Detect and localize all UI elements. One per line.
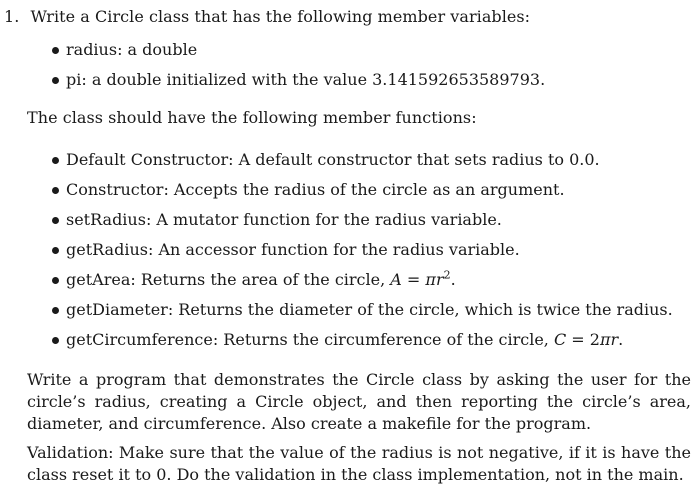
functions-intro: The class should have the following member functions:: [27, 108, 477, 127]
member-variable-pi: pi: a double initialized with the value 3.141592653589793.: [66, 70, 546, 89]
function-get-radius: getRadius: An accessor function for the radius variable.: [66, 240, 520, 259]
bullet-icon: [52, 307, 59, 314]
function-get-area: [66, 270, 456, 290]
function-default-constructor: Default Constructor: A default constructor that sets radius to 0.0.: [66, 150, 600, 169]
pi-symbol: π: [425, 270, 436, 289]
bullet-icon: [52, 187, 59, 194]
area-period: .: [450, 270, 456, 289]
function-get-diameter: getDiameter: Returns the diameter of the circle, which is twice the radius.: [66, 300, 673, 319]
validation-paragraph: [27, 442, 691, 486]
question-number: 1.: [4, 7, 20, 26]
validation-paragraph-text: Validation: Make sure that the value of the radius is not negative, if it is have the class reset it to 0. Do the validation in the class implementation, not in the main.: [27, 443, 691, 484]
circumference-equals: = 2: [566, 330, 600, 349]
function-set-radius: setRadius: A mutator function for the radius variable.: [66, 210, 502, 229]
exponent: 2: [443, 268, 451, 282]
get-circumference-text: getCircumference: Returns the circumference of the circle,: [66, 330, 554, 349]
function-constructor: Constructor: Accepts the radius of the circle as an argument.: [66, 180, 565, 199]
bullet-icon: [52, 77, 59, 84]
circumference-period: .: [618, 330, 624, 349]
area-equals: =: [401, 270, 426, 289]
member-variable-radius: radius: a double: [66, 40, 198, 59]
bullet-icon: [52, 157, 59, 164]
question-header: [4, 7, 530, 27]
bullet-icon: [52, 217, 59, 224]
bullet-icon: [52, 47, 59, 54]
program-paragraph-text: Write a program that demonstrates the Circle class by asking the user for the circle’s radius, creating a Circle object, and then reporting the circle’s area, diameter, and circumference. Also create a makefile for the program.: [27, 370, 691, 433]
function-get-circumference: [66, 330, 623, 350]
program-paragraph: [27, 369, 691, 435]
radius-symbol: r: [435, 270, 444, 289]
get-area-text: getArea: Returns the area of the circle,: [66, 270, 391, 289]
area-symbol: A: [390, 270, 402, 289]
bullet-icon: [52, 277, 59, 284]
radius-symbol: r: [610, 330, 619, 349]
question-intro: Write a Circle class that has the following member variables:: [30, 7, 531, 26]
circumference-symbol: C: [553, 330, 567, 349]
bullet-icon: [52, 247, 59, 254]
pi-symbol: π: [599, 330, 611, 349]
bullet-icon: [52, 337, 59, 344]
